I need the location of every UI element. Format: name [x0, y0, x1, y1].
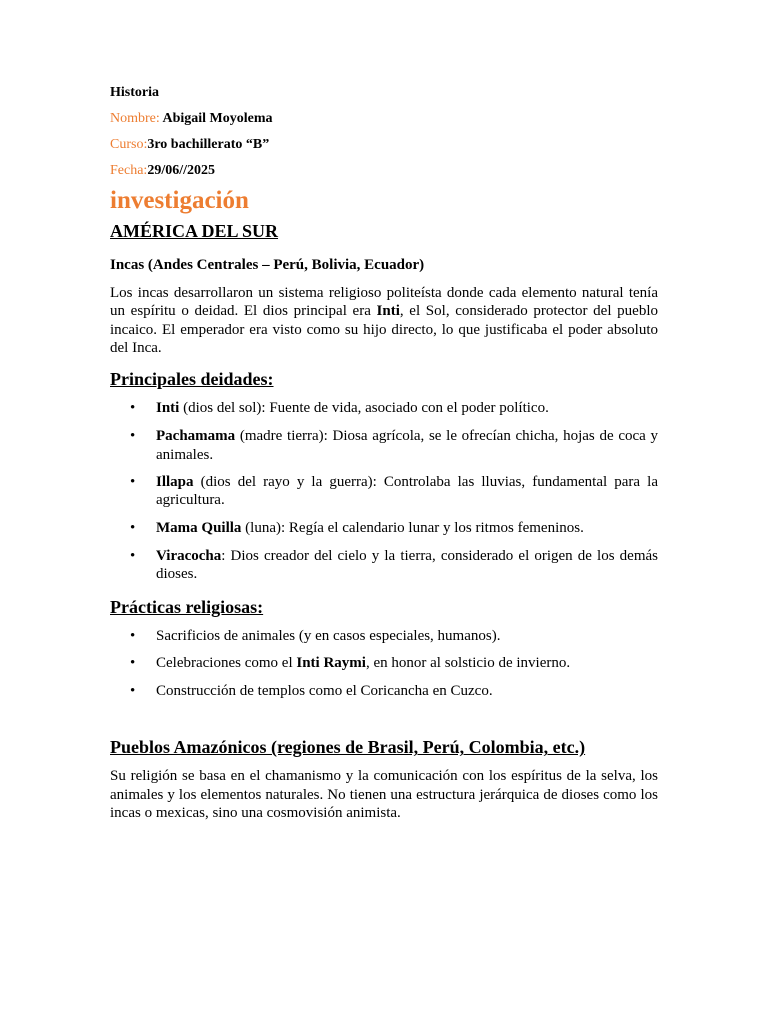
deity-name: Pachamama [156, 428, 236, 445]
bullet-icon: • [130, 654, 136, 671]
document-title: investigación [110, 187, 249, 214]
list-item [110, 547, 658, 584]
date-value: 29/06//2025 [147, 163, 215, 178]
list-item [110, 682, 658, 700]
bullet-icon: • [130, 627, 136, 644]
deity-name: Mama Quilla [156, 519, 242, 536]
practice-text: Celebraciones como el [156, 654, 297, 671]
practice-bold-inti-raymi: Inti Raymi [296, 654, 366, 671]
course-label: Curso: [110, 137, 148, 152]
amazon-paragraph: Su religión se basa en el chamanismo y la comunicación con los espíritus de la selva, los animales y los elementos naturales. No tienen una estructura jerárquica de dioses como los incas o mexicas, sino una cosmovisión animista. [110, 768, 658, 822]
deity-description: (dios del sol): Fuente de vida, asociado con el poder político. [179, 400, 549, 417]
deity-name: Viracocha [156, 547, 222, 564]
subject-label: Historia [110, 85, 159, 100]
deities-heading: Principales deidades: [110, 369, 274, 390]
intro-bold-inti: Inti [376, 303, 400, 320]
intro-text-2: , el Sol, considerado protector del pueblo incaico. El emperador era visto como su hijo directo, lo que justificaba el poder absoluto del Inca. [110, 303, 659, 356]
list-item [110, 427, 658, 464]
course-value: 3ro bachillerato “B” [147, 137, 270, 152]
bullet-icon: • [130, 400, 136, 417]
bullet-icon: • [130, 683, 136, 700]
name-row [110, 110, 658, 128]
deity-description: (madre tierra): Diosa agrícola, se le ofrecían chicha, hojas de coca y animales. [156, 428, 658, 463]
name-value: Abigail Moyolema [159, 111, 273, 126]
deities-list [110, 399, 658, 583]
intro-text-1: Los incas desarrollaron un sistema religioso politeísta donde cada elemento natural tenía un espíritu o deidad. El dios principal era [110, 285, 658, 320]
name-label: Nombre: [110, 111, 160, 126]
deity-description: (luna): Regía el calendario lunar y los ritmos femeninos. [241, 519, 584, 536]
deity-name: Illapa [156, 474, 194, 491]
course-row [110, 136, 658, 154]
bullet-icon: • [130, 428, 136, 445]
deity-description: (dios del rayo y la guerra): Controlaba las lluvias, fundamental para la agricultura. [156, 474, 658, 509]
practices-heading: Prácticas religiosas: [110, 596, 264, 617]
document-content [110, 84, 658, 822]
bullet-icon: • [130, 474, 136, 491]
date-row [110, 162, 658, 180]
list-item [110, 473, 658, 510]
practices-list [110, 627, 658, 701]
date-label: Fecha: [110, 163, 148, 178]
bullet-icon: • [130, 547, 136, 564]
list-item [110, 654, 658, 672]
list-item [110, 627, 658, 645]
deity-description: : Dios creador del cielo y la tierra, considerado el origen de los demás dioses. [156, 547, 658, 583]
list-item [110, 399, 658, 417]
practice-text: , en honor al solsticio de invierno. [365, 654, 571, 671]
bullet-icon: • [130, 519, 136, 536]
practice-text: Construcción de templos como el Coricancha en Cuzco. [156, 683, 493, 700]
amazon-section-heading: Pueblos Amazónicos (regiones de Brasil, Perú, Colombia, etc.) [110, 737, 586, 758]
incas-subheading: Incas (Andes Centrales – Perú, Bolivia, Ecuador) [110, 257, 425, 273]
practice-text: Sacrificios de animales (y en casos especiales, humanos). [156, 627, 501, 644]
incas-intro-paragraph [110, 284, 658, 357]
section-heading-south-america: AMÉRICA DEL SUR [110, 221, 279, 241]
deity-name: Inti [156, 400, 180, 417]
list-item [110, 519, 658, 537]
